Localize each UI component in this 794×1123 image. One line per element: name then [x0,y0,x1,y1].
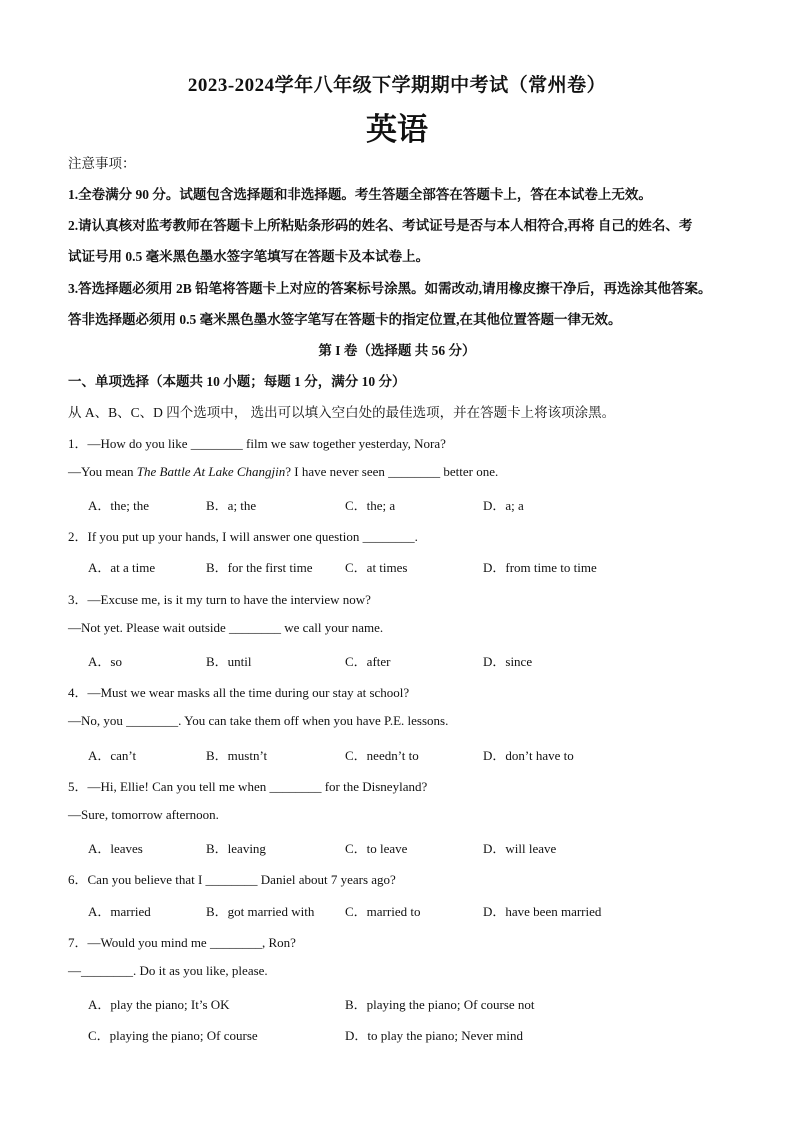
question-4-line-2: —No, you ________. You can take them off when you have P.E. lessons. [68,713,449,728]
question-6-option-c: C．married to [345,904,421,919]
part-1-heading: 第 I 卷（选择题 共 56 分） [318,343,476,358]
notice-item-2-line-2: 试证号用 0.5 毫米黑色墨水签字笔填写在答题卡及本试卷上。 [68,249,430,264]
question-5-stem: 5．—Hi, Ellie! Can you tell me when ________ for the Disneyland? [68,779,428,794]
notice-item-1: 1.全卷满分 90 分。试题包含选择题和非选择题。考生答题全部答在答题卡上，答在本试卷上无效。 [68,187,652,202]
question-6-stem: 6．Can you believe that I ________ Daniel about 7 years ago? [68,872,396,887]
question-7-line-2: —________. Do it as you like, please. [68,963,268,978]
question-4-option-c: C．needn’t to [345,748,419,763]
exam-title: 2023-2024学年八年级下学期期中考试（常州卷） [187,75,607,96]
question-3-option-c: C．after [345,654,391,669]
question-3-line-2: —Not yet. Please wait outside ________ we call your name. [68,620,384,635]
question-1-option-d: D．a; a [483,498,524,513]
question-6-option-d: D．have been married [483,904,602,919]
question-2-option-c: C．at times [345,560,408,575]
question-7-option-b: B．playing the piano; Of course not [345,997,535,1012]
question-3-option-b: B．until [206,654,252,669]
notice-item-3-line-2: 答非选择题必须用 0.5 毫米黑色墨水签字笔写在答题卡的指定位置,在其他位置答题一律无效。 [68,312,622,327]
question-1-stem: 1．—How do you like ________ film we saw together yesterday, Nora? [68,436,446,451]
question-7-option-a: A．play the piano; It’s OK [88,997,230,1012]
question-5-option-a: A．leaves [88,841,143,856]
question-6-option-a: A．married [88,904,151,919]
question-7-option-c: C．playing the piano; Of course [88,1028,258,1043]
question-1-option-c: C．the; a [345,498,396,513]
notice-item-2-line-1: 2.请认真核对监考教师在答题卡上所粘贴条形码的姓名、考试证号是否与本人相符合,再将 自己的姓名、考 [68,218,693,233]
question-4-option-b: B．mustn’t [206,748,268,763]
section-instruction: 从 A、B、C、D 四个选项中， 选出可以填入空白处的最佳选项，并在答题卡上将该项涂黑。 [68,405,616,420]
subject-title: 英语 [366,112,428,147]
question-2-option-a: A．at a time [88,560,156,575]
question-5-option-c: C．to leave [345,841,408,856]
question-4-stem: 4．—Must we wear masks all the time during our stay at school? [68,685,410,700]
question-3-stem: 3．—Excuse me, is it my turn to have the interview now? [68,592,371,607]
question-5-option-b: B．leaving [206,841,266,856]
question-2-stem: 2．If you put up your hands, I will answer one question ________. [68,529,418,544]
question-3-option-d: D．since [483,654,533,669]
question-7-option-d: D．to play the piano; Never mind [345,1028,523,1043]
question-5-line-2: —Sure, tomorrow afternoon. [68,807,219,822]
question-7-stem: 7．—Would you mind me ________, Ron? [68,935,296,950]
question-6-option-b: B．got married with [206,904,315,919]
question-5-option-d: D．will leave [483,841,557,856]
notice-heading: 注意事项： [68,156,136,171]
question-4-option-d: D．don’t have to [483,748,574,763]
question-3-option-a: A．so [88,654,122,669]
question-1-option-b: B．a; the [206,498,257,513]
film-title: The Battle At Lake Changjin [136,464,286,479]
section-title: 一、单项选择（本题共 10 小题；每题 1 分，满分 10 分） [68,374,406,389]
notice-item-3-line-1: 3.答选择题必须用 2B 铅笔将答题卡上对应的答案标号涂黑。如需改动,请用橡皮擦干净后，再选涂其他答案。 [68,281,712,296]
question-1-line-2: —You mean The Battle At Lake Changjin? I have never seen ________ better one. [68,464,499,479]
question-1-option-a: A．the; the [88,498,150,513]
question-2-option-b: B．for the first time [206,560,313,575]
question-4-option-a: A．can’t [88,748,137,763]
question-2-option-d: D．from time to time [483,560,597,575]
